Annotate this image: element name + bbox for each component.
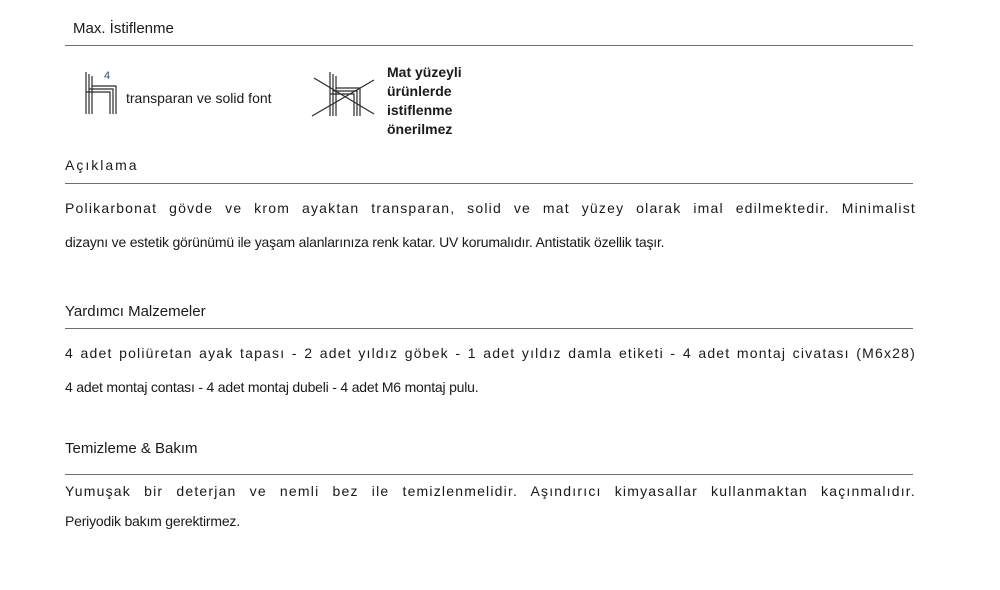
accessories-divider [65,328,913,329]
description-heading: Açıklama [65,157,139,173]
care-line-2: Periyodik bakım gerektirmez. [65,513,240,529]
care-line-1: Yumuşak bir deterjan ve nemli bez ile temizlenmelidir. Aşındırıcı kimyasallar kullanmaktan kaçınmalıdır. [65,483,916,499]
mat-note-line: Mat yüzeyli [387,64,462,80]
description-divider [65,183,913,184]
stack-count: 4 [104,70,111,82]
description-line-2: dizaynı ve estetik görünümü ile yaşam alanlarınıza renk katar. UV korumalıdır. Antistatik özellik taşır. [65,234,665,250]
description-line-1: Polikarbonat gövde ve krom ayaktan transparan, solid ve mat yüzey olarak imal edilmektedir. Minimalist [65,200,916,216]
no-stacking-icon [310,68,380,120]
mat-surface-note [387,63,462,139]
mat-note-line: istiflenme [387,102,453,118]
care-heading: Temizleme & Bakım [65,440,198,457]
stacked-chairs-icon [82,66,122,116]
accessories-heading: Yardımcı Malzemeler [65,303,206,320]
mat-note-line: önerilmez [387,121,453,137]
stacking-heading: Max. İstiflenme [73,20,174,37]
accessories-text [65,343,916,397]
stacking-label: transparan ve solid font [126,90,272,106]
description-text [65,198,916,252]
care-divider [65,474,913,475]
accessories-line-2: 4 adet montaj contası - 4 adet montaj dubeli - 4 adet M6 montaj pulu. [65,379,479,395]
accessories-line-1: 4 adet poliüretan ayak tapası - 2 adet yıldız göbek - 1 adet yıldız damla etiketi - 4 adet montaj civatası (M6x28) [65,345,916,361]
mat-note-line: ürünlerde [387,83,452,99]
stacking-divider [65,45,913,46]
care-text [65,481,916,531]
